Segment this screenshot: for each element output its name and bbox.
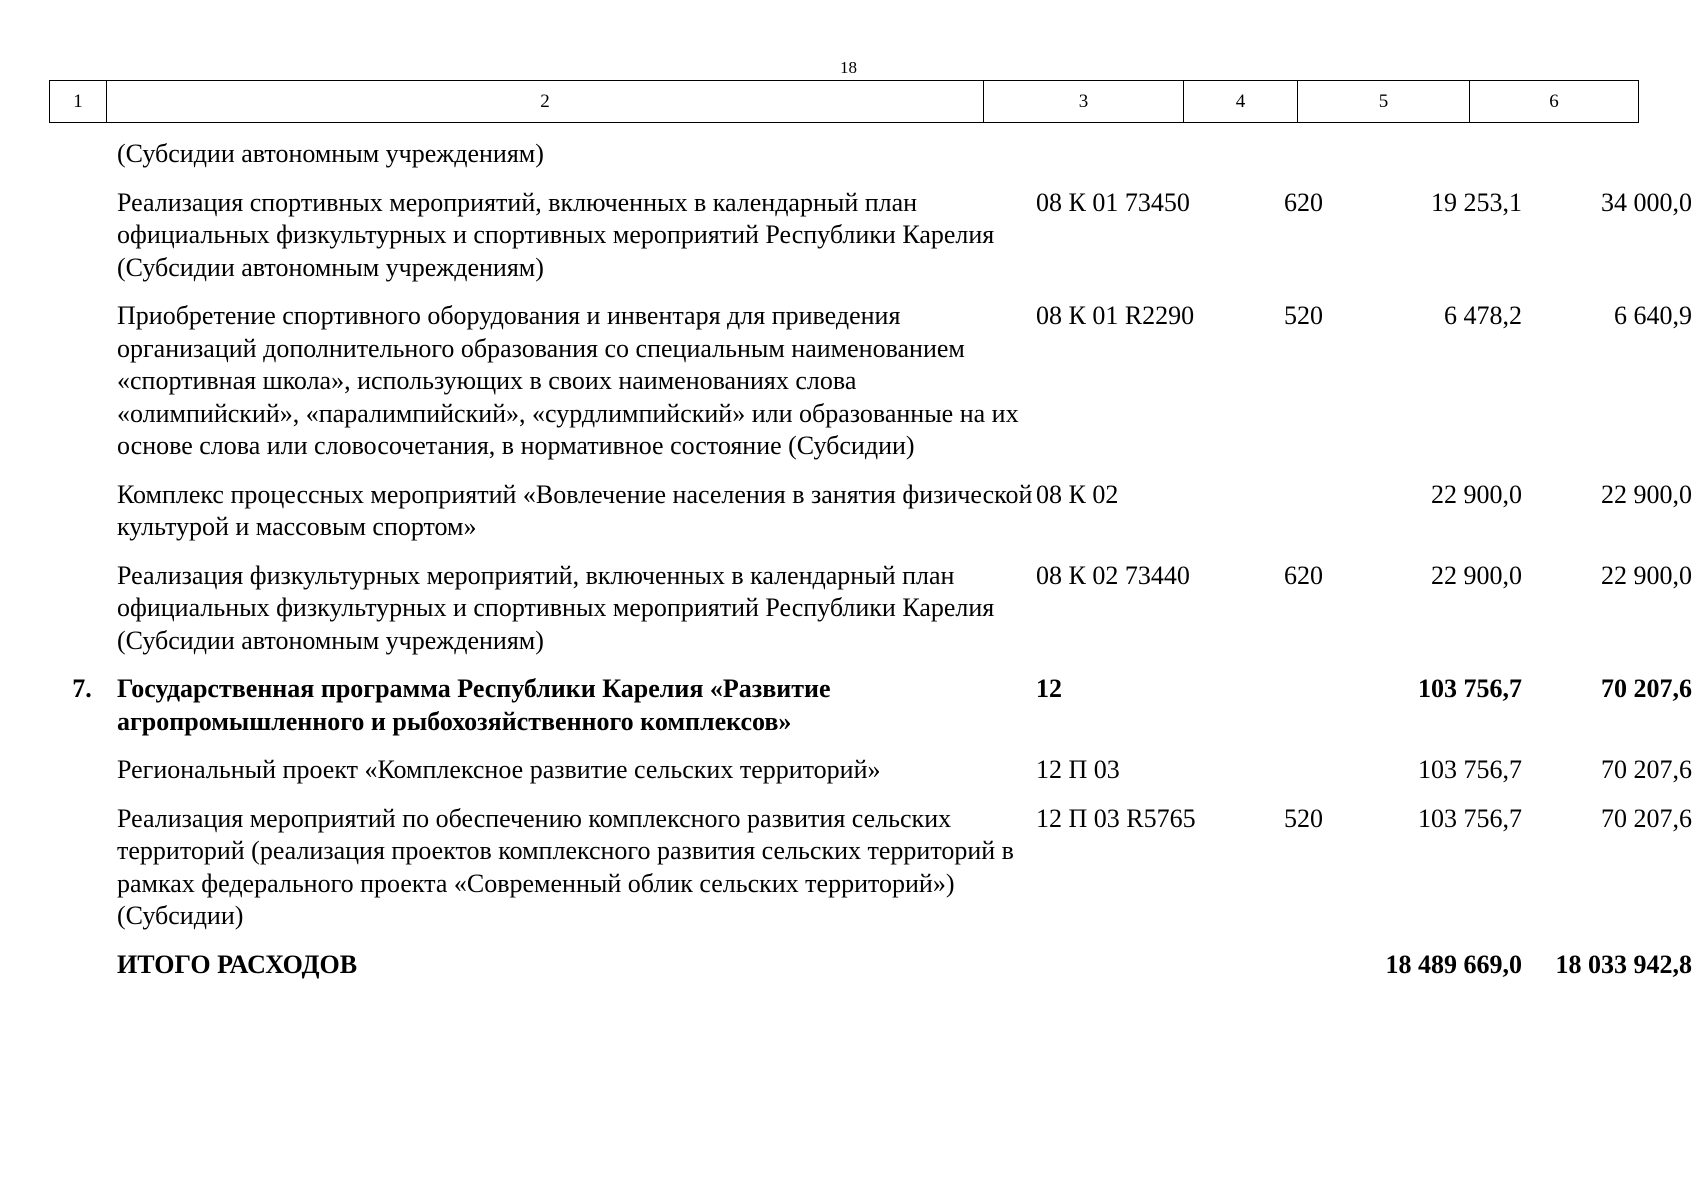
- row-value-col6: 34 000,0: [1601, 187, 1692, 217]
- row-code: 08 К 01 R2290: [1036, 301, 1195, 330]
- row-value-col5: 103 756,7: [1418, 755, 1522, 784]
- row-code: 08 К 02 73440: [1036, 560, 1190, 590]
- row-number: [49, 754, 115, 787]
- row-value-col5: 6 478,2: [1444, 301, 1522, 330]
- row-type: [1247, 479, 1360, 544]
- row-code: [1034, 949, 1247, 982]
- row-type: [1247, 949, 1360, 982]
- row-number: [49, 803, 115, 933]
- row-number: [49, 300, 115, 463]
- row-value-col6: 70 207,6: [1601, 755, 1692, 784]
- row-name: (Субсидии автономным учреждениям): [117, 139, 544, 168]
- budget-table-body: [49, 138, 1692, 997]
- row-value-col6: 70 207,6: [1601, 803, 1692, 833]
- row-type: [1247, 138, 1360, 171]
- row-name: Региональный проект «Комплексное развитие сельских территорий»: [117, 755, 881, 784]
- table-row: [49, 754, 1692, 787]
- table-row: [49, 479, 1692, 544]
- page-number: 18: [840, 58, 857, 77]
- column-header-table: [49, 80, 1639, 123]
- row-type: 520: [1284, 803, 1323, 833]
- row-name: Реализация мероприятий по обеспечению комплексного развития сельских территорий (реализация проектов комплексного развития сельских территорий в рамках федерального проекта «Современный облик сельских территорий») (Субсидии): [117, 803, 1014, 930]
- table-row-total: [49, 949, 1692, 982]
- row-value-col6: 22 900,0: [1601, 560, 1692, 590]
- row-code: [1034, 138, 1247, 171]
- total-value-col6: 18 033 942,8: [1555, 949, 1692, 979]
- row-name: Комплекс процессных мероприятий «Вовлечение населения в занятия физической культурой и массовым спортом»: [117, 479, 1033, 541]
- row-number: [49, 187, 115, 285]
- column-header-3: 3: [984, 81, 1184, 123]
- row-number: [49, 560, 115, 658]
- column-header-4: 4: [1184, 81, 1298, 123]
- row-value-col5: 22 900,0: [1431, 479, 1522, 509]
- row-value-col5: 19 253,1: [1431, 187, 1522, 217]
- column-header-5: 5: [1298, 81, 1470, 123]
- total-value-col5: 18 489 669,0: [1385, 949, 1522, 979]
- row-number: [49, 138, 115, 171]
- table-row: [49, 138, 1638, 171]
- column-header-1: 1: [50, 81, 107, 123]
- row-code: 12 П 03: [1036, 755, 1120, 784]
- table-row: [49, 300, 1692, 463]
- row-number: [49, 479, 115, 544]
- row-code: 12: [1036, 674, 1062, 703]
- row-name: Приобретение спортивного оборудования и инвентаря для приведения организаций дополнительного образования со специальным наименованием «спортивная школа», использующих в своих наименованиях слова «олимпийский», «паралимпийский», «сурдлимпийский» или образованные на их основе слова или словосочетания, в нормативное состояние (Субсидии): [117, 301, 1019, 460]
- table-row-program: [49, 673, 1692, 738]
- row-name: Государственная программа Республики Карелия «Развитие агропромышленного и рыбохозяйственного комплексов»: [117, 674, 831, 736]
- row-code: 08 К 01 73450: [1036, 187, 1190, 217]
- table-row: [49, 187, 1692, 285]
- row-type: 620: [1284, 187, 1323, 217]
- row-type: 520: [1284, 301, 1323, 330]
- table-row: [49, 560, 1692, 658]
- column-header-2: 2: [107, 81, 984, 123]
- column-header-6: 6: [1470, 81, 1639, 123]
- column-header-row: [50, 81, 1639, 123]
- row-value-col6: 70 207,6: [1601, 674, 1692, 703]
- total-label: ИТОГО РАСХОДОВ: [117, 949, 358, 979]
- table-row: [49, 803, 1692, 933]
- row-code: 12 П 03 R5765: [1036, 803, 1196, 833]
- row-name: Реализация физкультурных мероприятий, включенных в календарный план официальных физкультурных и спортивных мероприятий Республики Карелия (Субсидии автономным учреждениям): [117, 560, 995, 655]
- row-type: [1247, 673, 1360, 738]
- row-type: 620: [1284, 560, 1323, 590]
- row-name: Реализация спортивных мероприятий, включенных в календарный план официальных физкультурных и спортивных мероприятий Республики Карелия (Субсидии автономным учреждениям): [117, 187, 995, 282]
- row-value-col6: 22 900,0: [1601, 479, 1692, 509]
- row-value-col6: [1522, 138, 1697, 171]
- row-number: 7.: [72, 674, 92, 703]
- row-value-col6: 6 640,9: [1614, 301, 1692, 330]
- row-value-col5: [1360, 138, 1522, 171]
- row-code: 08 К 02: [1036, 479, 1119, 509]
- row-number: [49, 949, 115, 982]
- row-type: [1247, 754, 1360, 787]
- row-value-col5: 22 900,0: [1431, 560, 1522, 590]
- row-value-col5: 103 756,7: [1418, 803, 1522, 833]
- row-value-col5: 103 756,7: [1418, 674, 1522, 703]
